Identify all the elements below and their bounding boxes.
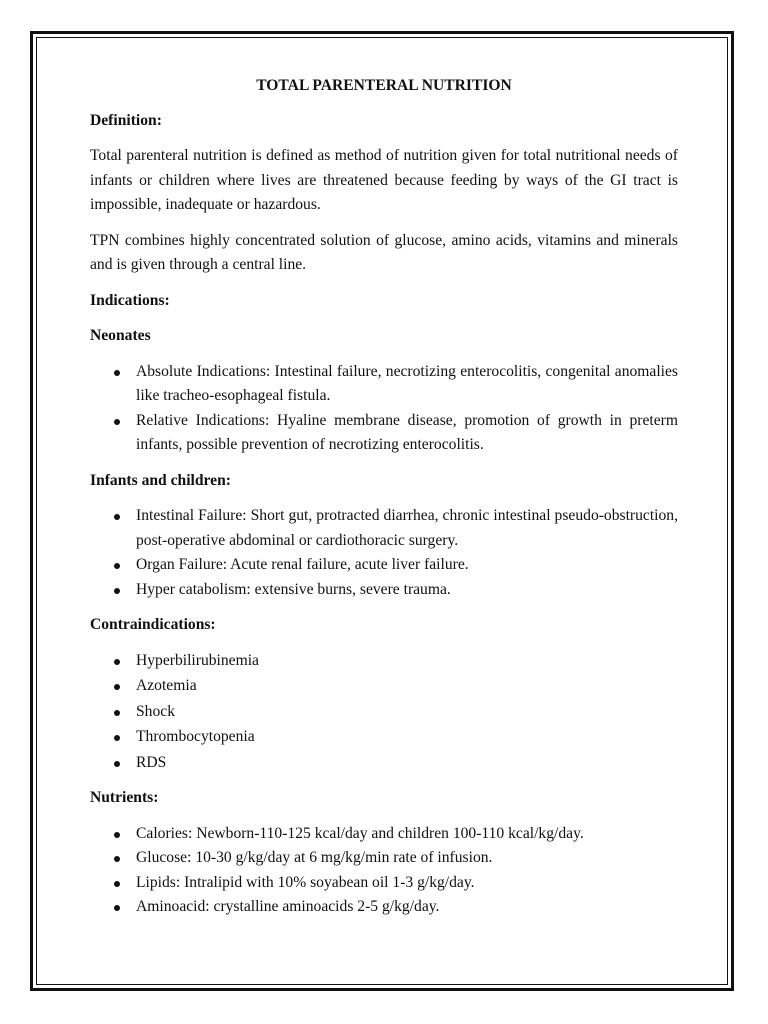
nutrients-heading: Nutrients: bbox=[90, 789, 159, 806]
list-item bbox=[90, 822, 678, 847]
definition-paragraph-1: Total parenteral nutrition is defined as method of nutrition given for total nutritional needs of infants or children where lives are threatened because feeding by ways of the GI tract is impossible, inadequate or hazardous. bbox=[90, 147, 678, 213]
list-item bbox=[90, 553, 678, 578]
bullet-icon bbox=[114, 514, 120, 520]
list-item-text: Absolute Indications: Intestinal failure, necrotizing enterocolitis, congenital anomalies like tracheo-esophageal fistula. bbox=[136, 362, 678, 404]
definition-paragraph-2: TPN combines highly concentrated solution of glucose, amino acids, vitamins and minerals and is given through a central line. bbox=[90, 231, 678, 273]
list-item-text: Glucose: 10-30 g/kg/day at 6 mg/kg/min rate of infusion. bbox=[136, 849, 493, 866]
infants-children-list bbox=[90, 504, 678, 602]
bullet-icon bbox=[114, 710, 120, 716]
list-item bbox=[90, 409, 678, 458]
bullet-icon bbox=[114, 761, 120, 767]
list-item bbox=[90, 751, 678, 776]
list-item-text: Calories: Newborn-110-125 kcal/day and children 100-110 kcal/kg/day. bbox=[136, 824, 584, 842]
document-title: TOTAL PARENTERAL NUTRITION bbox=[256, 77, 512, 94]
list-item bbox=[90, 895, 678, 920]
list-item bbox=[90, 504, 678, 553]
list-item bbox=[90, 649, 678, 674]
bullet-icon bbox=[114, 419, 120, 425]
bullet-icon bbox=[114, 684, 120, 690]
list-item-text: Aminoacid: crystalline aminoacids 2-5 g/kg/day. bbox=[136, 898, 440, 915]
definition-heading: Definition: bbox=[90, 111, 162, 129]
bullet-icon bbox=[114, 856, 120, 862]
neonates-list bbox=[90, 360, 678, 458]
list-item-text: Organ Failure: Acute renal failure, acute liver failure. bbox=[136, 556, 469, 573]
list-item-text: Thrombocytopenia bbox=[136, 728, 255, 745]
list-item bbox=[90, 578, 678, 603]
nutrients-list bbox=[90, 822, 678, 920]
list-item bbox=[90, 725, 678, 750]
list-item bbox=[90, 846, 678, 871]
contraindications-heading: Contraindications: bbox=[90, 616, 216, 633]
bullet-icon bbox=[114, 659, 120, 665]
bullet-icon bbox=[114, 588, 120, 594]
list-item-text: Azotemia bbox=[136, 677, 197, 694]
bullet-icon bbox=[114, 832, 120, 838]
list-item bbox=[90, 700, 678, 725]
list-item-text: RDS bbox=[136, 753, 167, 771]
list-item bbox=[90, 360, 678, 409]
document-body bbox=[90, 74, 678, 931]
contraindications-list bbox=[90, 649, 678, 776]
list-item-text: Intestinal Failure: Short gut, protracted diarrhea, chronic intestinal pseudo-obstruction, post-operative abdominal or cardiothoracic surgery. bbox=[136, 507, 678, 549]
bullet-icon bbox=[114, 735, 120, 741]
bullet-icon bbox=[114, 563, 120, 569]
bullet-icon bbox=[114, 881, 120, 887]
list-item-text: Hyper catabolism: extensive burns, severe trauma. bbox=[136, 580, 451, 598]
bullet-icon bbox=[114, 905, 120, 911]
list-item-text: Lipids: Intralipid with 10% soyabean oil 1-3 g/kg/day. bbox=[136, 873, 475, 891]
list-item-text: Relative Indications: Hyaline membrane disease, promotion of growth in preterm infants, possible prevention of necrotizing enterocolitis. bbox=[136, 411, 678, 453]
bullet-icon bbox=[114, 370, 120, 376]
list-item bbox=[90, 674, 678, 699]
infants-children-heading: Infants and children: bbox=[90, 471, 231, 489]
list-item-text: Shock bbox=[136, 702, 175, 720]
neonates-heading: Neonates bbox=[90, 327, 151, 344]
indications-heading: Indications: bbox=[90, 291, 170, 309]
list-item bbox=[90, 871, 678, 896]
list-item-text: Hyperbilirubinemia bbox=[136, 651, 259, 669]
